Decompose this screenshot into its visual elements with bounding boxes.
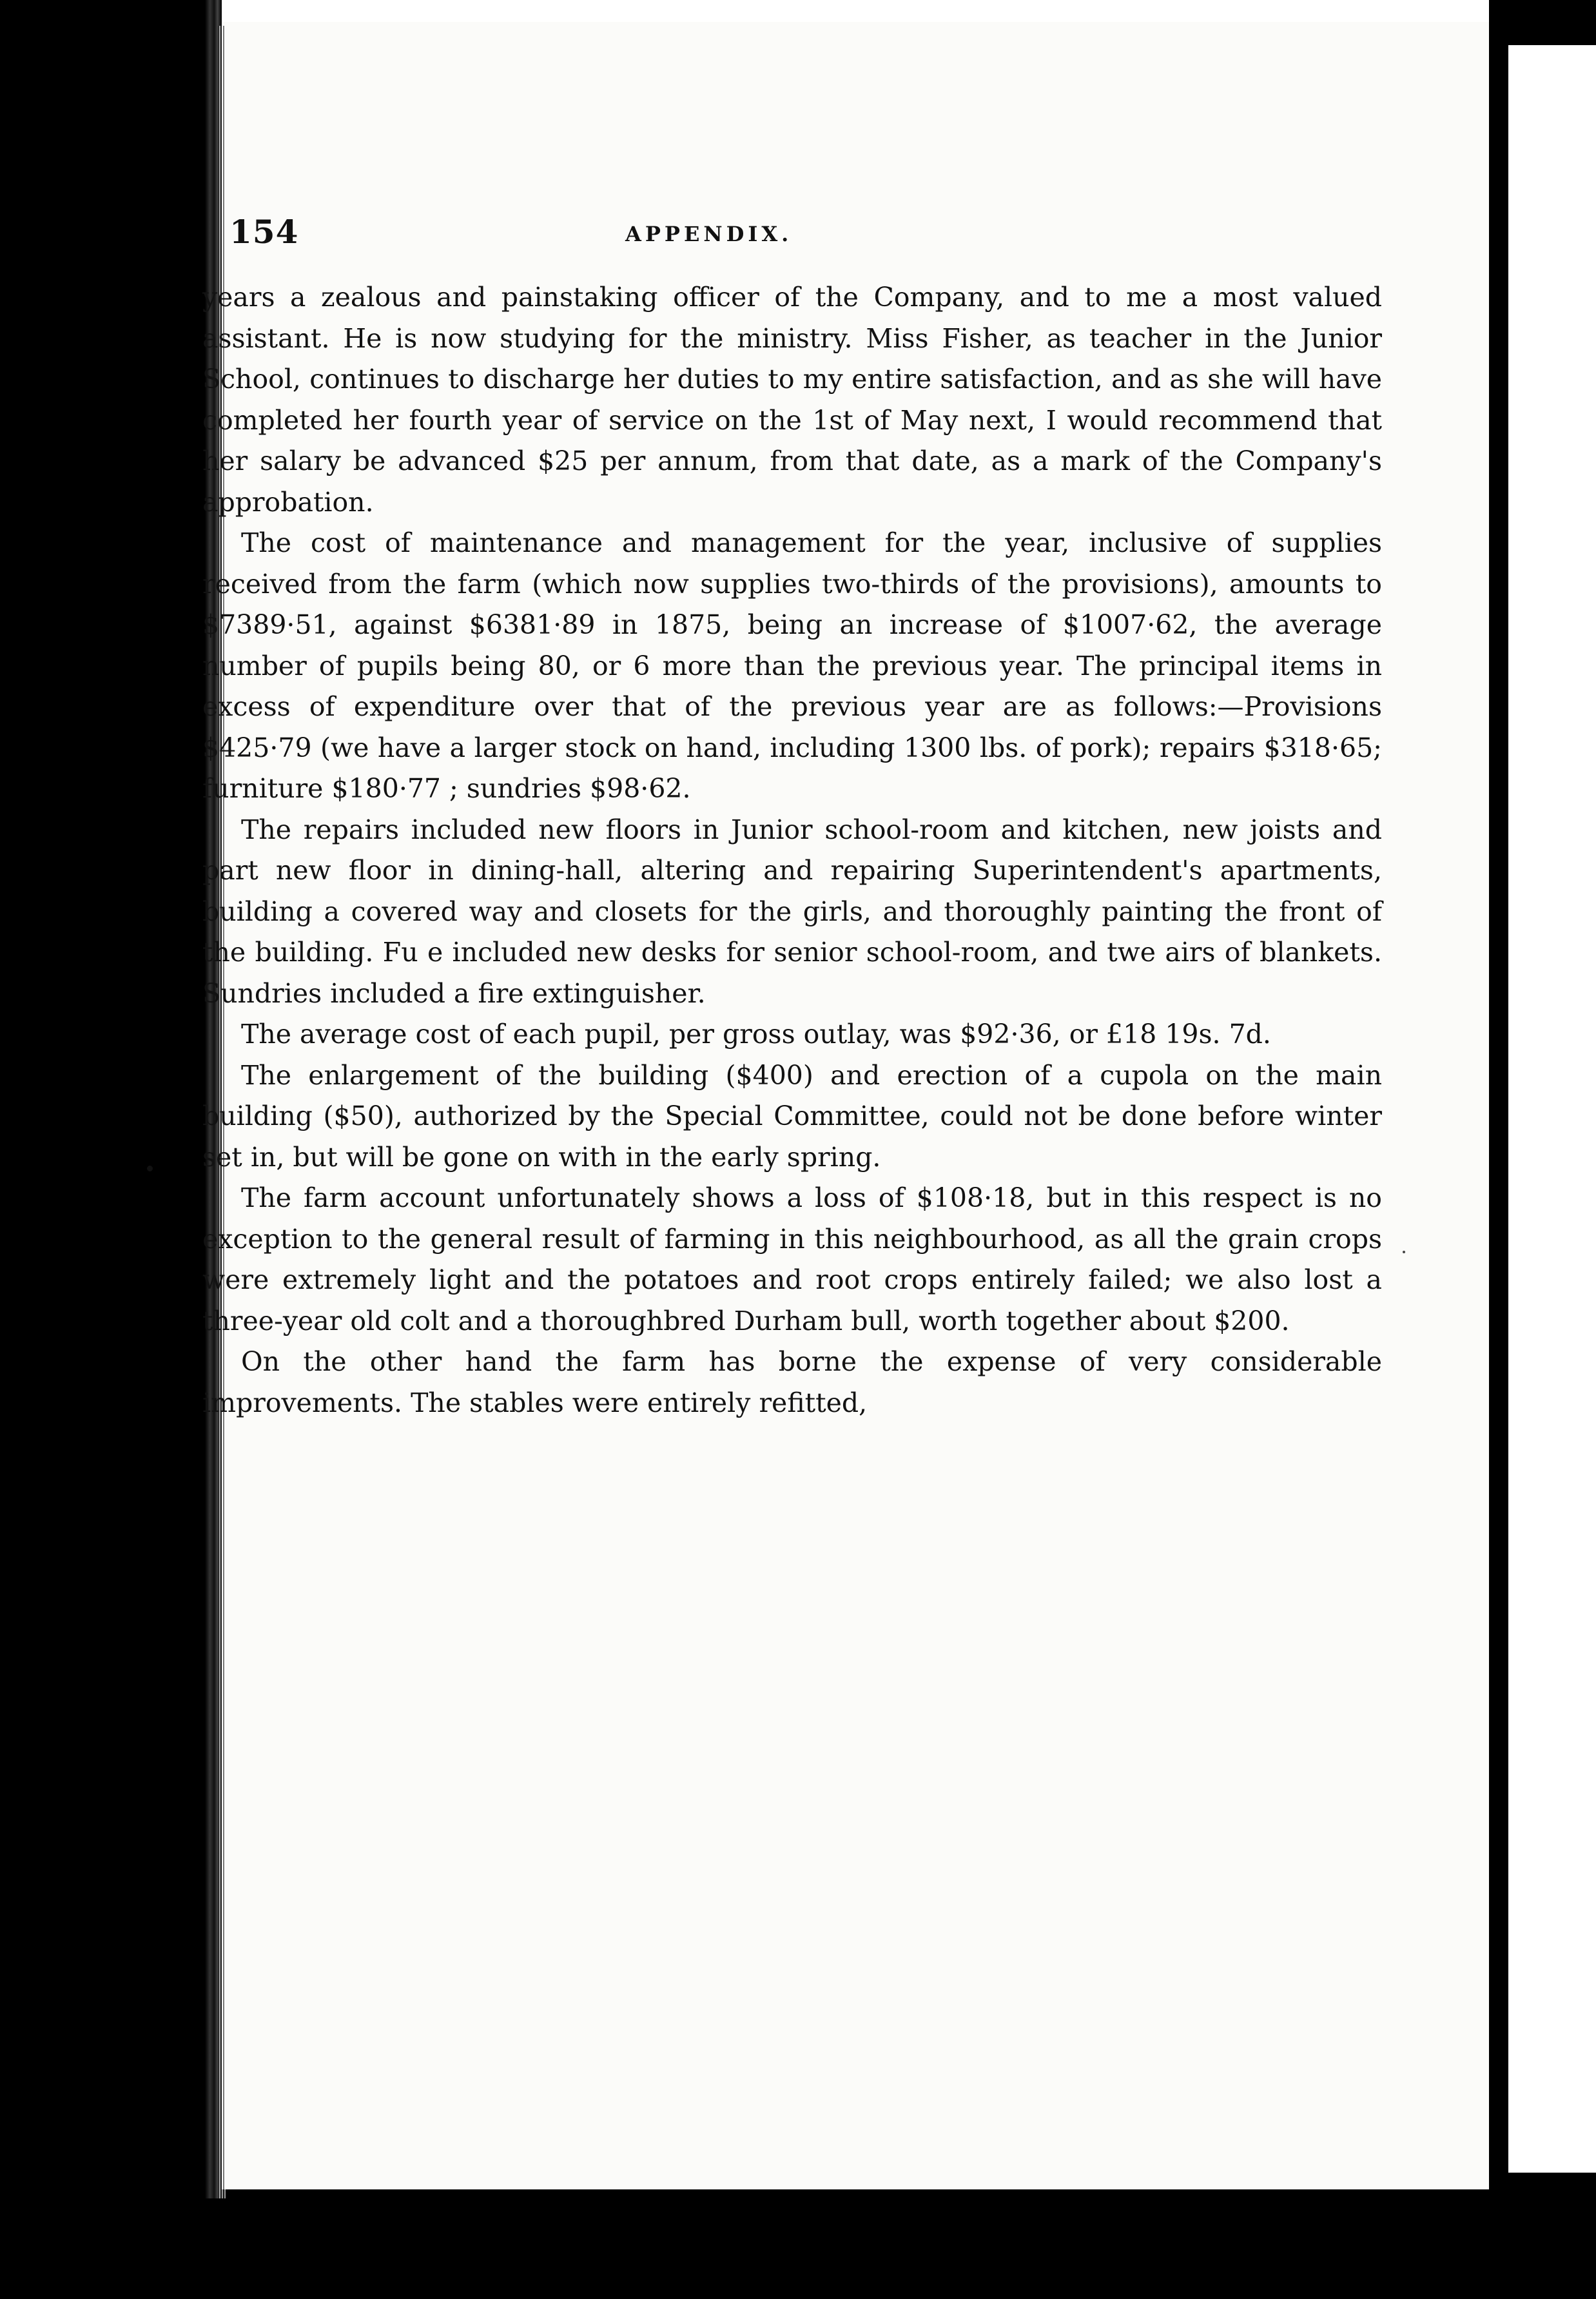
paragraph: The cost of maintenance and management for the year, inclusive of supplies received from the farm (which now supplies two-thirds of the provisions), amounts to $7389·51, against $6381·89 in 1875, being an increase of $1007·62, the average number of pupils being 80, or 6 more than the previous year. The principal items in excess of expenditure over that of the previous year are as follows:—Provisions $425·79 (we have a larger stock on hand, including 1300 lbs. of pork); repairs $318·65; furniture $180·77 ; sundries $98·62. (202, 527, 1382, 804)
paragraph: The farm account unfortunately shows a loss of $108·18, but in this respect is no exception to the general result of farming in this neighbourhood, as all the grain crops were extremely light and the potatoes and root crops entirely failed; we also lost a three-year old colt and a thoroughbred Durham bull, worth together about $200. (202, 1182, 1382, 1336)
body-text (202, 277, 1382, 1423)
scanner-background-bottom (0, 2189, 1596, 2299)
margin-speck (147, 1166, 153, 1171)
page-number: 154 (229, 213, 299, 251)
scanner-background-left (0, 0, 213, 2299)
paragraph: The enlargement of the building ($400) and erection of a cupola on the main building ($50), authorized by the Special Committee, could not be done before winter set in, but will be gone on with in the early spring. (202, 1059, 1382, 1173)
page-speck (1403, 1251, 1405, 1253)
adjacent-page-edge (1508, 45, 1596, 2173)
paragraph: The repairs included new floors in Junior school-room and kitchen, new joists and part new floor in dining-hall, altering and repairing Superintendent's apartments, building a covered way and closets for the girls, and thoroughly painting the front of the building. Fu e included new desks for senior school-room, and twe airs of blankets. Sundries included a fire extinguisher. (202, 814, 1382, 1009)
paragraph: On the other hand the farm has borne the expense of very considerable improvements. The stables were entirely refitted, (202, 1346, 1382, 1418)
running-head: APPENDIX. (625, 222, 793, 246)
paragraph: The average cost of each pupil, per gross outlay, was $92·36, or £18 19s. 7d. (241, 1019, 1271, 1050)
paragraph: years a zealous and painstaking officer of the Company, and to me a most valued assistant. He is now studying for the ministry. Miss Fisher, as teacher in the Junior School, continues to discharge her duties to my entire satisfaction, and as she will have completed her fourth year of service on the 1st of May next, I would recommend that her salary be advanced $25 per annum, from that date, as a mark of the Company's approbation. (202, 282, 1382, 518)
